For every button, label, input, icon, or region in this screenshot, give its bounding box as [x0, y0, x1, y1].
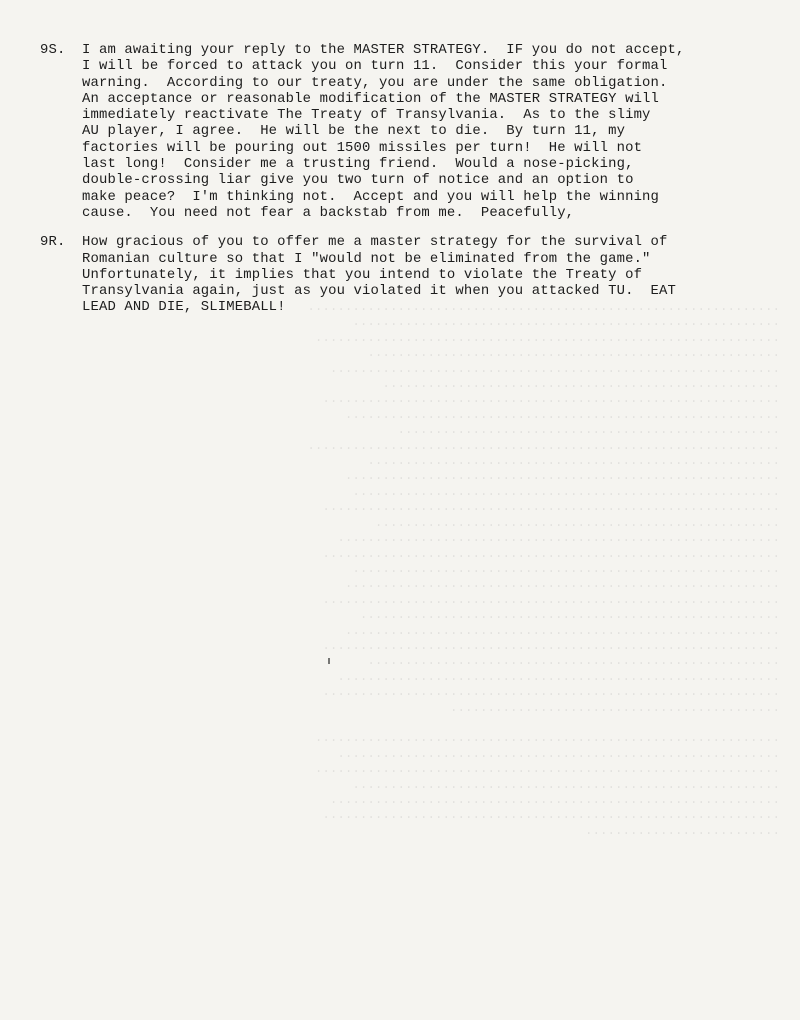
- letter-body: [40, 42, 760, 329]
- text-line: I will be forced to attack you on turn 11. Consider this your formal: [82, 58, 668, 75]
- text-line: factories will be pouring out 1500 missiles per turn! He will not: [82, 139, 643, 156]
- text-line: Unfortunately, it implies that you intend to violate the Treaty of: [82, 266, 643, 283]
- text-line: cause. You need not fear a backstab from me. Peacefully,: [82, 204, 575, 221]
- text-line: immediately reactivate The Treaty of Transylvania. As to the slimy: [82, 107, 651, 124]
- text-line: LEAD AND DIE, SLIMEBALL!: [82, 299, 286, 316]
- text-line: Romanian culture so that I "would not be eliminated from the game.": [82, 250, 651, 267]
- show-through-text: ............................................................... ......................................................... .............................................................. ....................................................... ............................................................ ..................................................... ............................................................. .......................................................... ................................................... ............................................................... ....................................................... .......................................................... ......................................................... ............................................................. ...................................................... ........................................................... ............................................................. ......................................................... .......................................................... ............................................................. ........................................................ .......................................................... ............................................................. ....................................................... ........................................................... ............................................................. ............................................ .............................................................. ........................................................... .............................................................. ......................................................... ............................................................ ............................................................. ..........................: [307, 300, 780, 838]
- text-line: How gracious of you to offer me a master strategy for the survival of: [82, 234, 668, 251]
- text-line: AU player, I agree. He will be the next to die. By turn 11, my: [82, 123, 626, 140]
- entry-text: [82, 42, 760, 221]
- entry-text: [82, 234, 760, 315]
- text-line: Transylvania again, just as you violated it when you attacked TU. EAT: [82, 283, 677, 300]
- entry-9s: [40, 42, 760, 221]
- text-line: I am awaiting your reply to the MASTER STRATEGY. IF you do not accept,: [82, 42, 685, 58]
- entry-9r: [40, 234, 760, 315]
- text-line: make peace? I'm thinking not. Accept and you will help the winning: [82, 188, 660, 205]
- entry-label: 9S.: [40, 42, 66, 58]
- entry-label: 9R.: [40, 234, 66, 251]
- text-line: An acceptance or reasonable modification of the MASTER STRATEGY will: [82, 90, 660, 107]
- text-line: double-crossing liar give you two turn of notice and an option to: [82, 172, 634, 189]
- text-line: last long! Consider me a trusting friend. Would a nose-picking,: [82, 156, 634, 173]
- text-line: warning. According to our treaty, you are under the same obligation.: [82, 74, 668, 91]
- stray-mark: [328, 658, 330, 664]
